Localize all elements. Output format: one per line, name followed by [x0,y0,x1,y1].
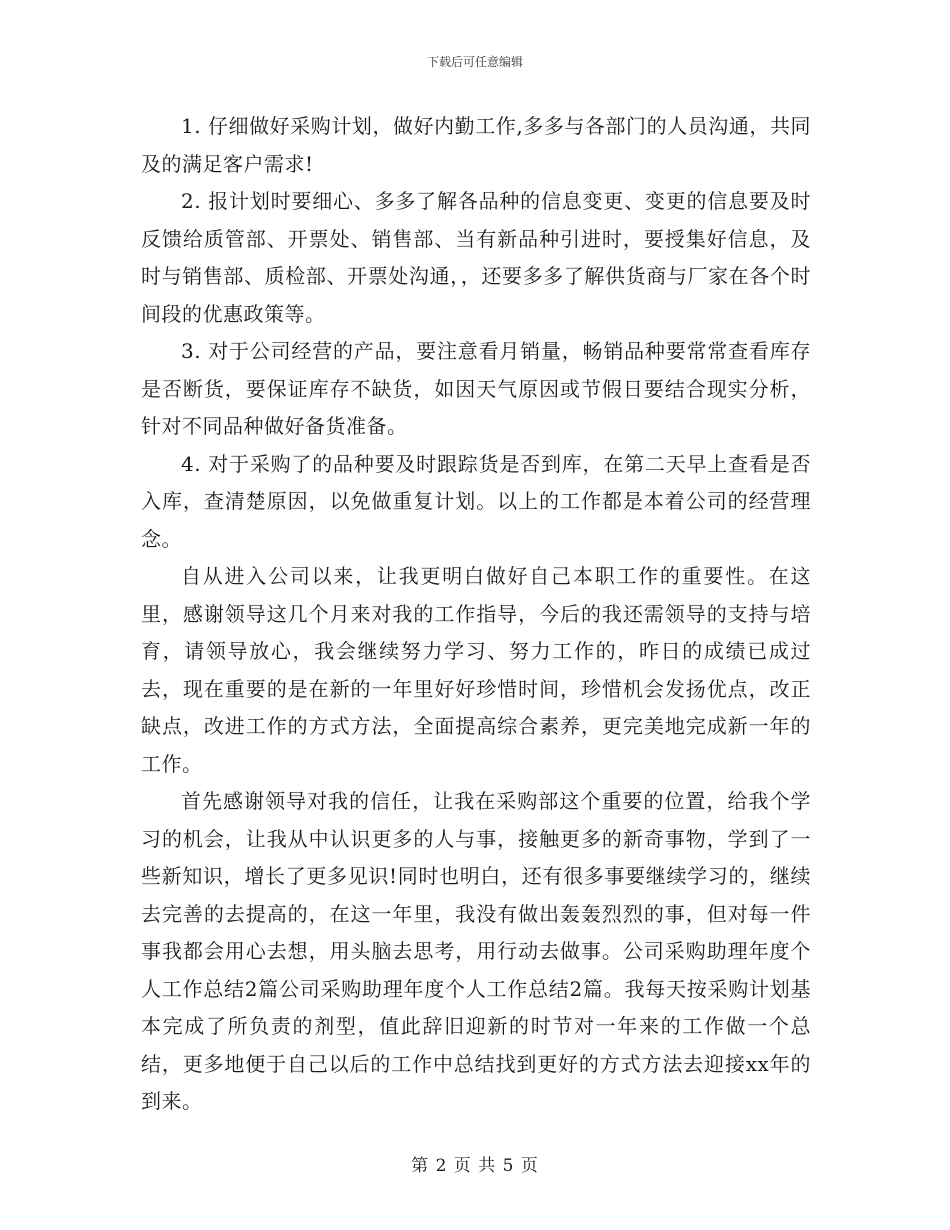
page-header: 下载后可任意编辑 [426,55,523,69]
paragraph-item-2: 2. 报计划时要细心、多多了解各品种的信息变更、变更的信息要及时反馈给质管部、开票处、销售部、当有新品种引进时，要授集好信息，及时与销售部、质检部、开票处沟通，，还要多多了解供货商与厂家在各个时间段的优惠政策等。 [141,189,811,326]
document-body [141,108,811,1121]
paragraph-item-3: 3. 对于公司经营的产品，要注意看月销量，畅销品种要常常查看库存是否断货，要保证库存不缺货，如因天气原因或节假日要结合现实分析，针对不同品种做好备货准备。 [141,339,811,438]
paragraph-gratitude: 自从进入公司以来，让我更明白做好自己本职工作的重要性。在这里，感谢领导这几个月来对我的工作指导，今后的我还需领导的支持与培育，请领导放心，我会继续努力学习、努力工作的，昨日的成绩已成过去，现在重要的是在新的一年里好好珍惜时间，珍惜机会发扬优点，改正缺点，改进工作的方式方法，全面提高综合素养，更完美地完成新一年的工作。 [141,564,811,776]
paragraph-summary: 首先感谢领导对我的信任，让我在采购部这个重要的位置，给我个学习的机会，让我从中认识更多的人与事，接触更多的新奇事物，学到了一些新知识，增长了更多见识!同时也明白，还有很多事要继续学习的，继续去完善的去提高的，在这一年里，我没有做出轰轰烈烈的事，但对每一件事我都会用心去想，用头脑去思考，用行动去做事。公司采购助理年度个人工作总结2篇公司采购助理年度个人工作总结2篇。我每天按采购计划基本完成了所负责的剂型，值此辞旧迎新的时节对一年来的工作做一个总结，更多地便于自己以后的工作中总结找到更好的方式方法去迎接xx年的到来。 [141,789,811,1113]
paragraph-item-1: 1. 仔细做好采购计划，做好内勤工作,多多与各部门的人员沟通，共同及的满足客户需求! [141,114,811,176]
page-number: 第 2 页 共 5 页 [411,1156,539,1176]
paragraph-item-4: 4. 对于采购了的品种要及时跟踪货是否到库，在第二天早上查看是否入库，查清楚原因，以免做重复计划。以上的工作都是本着公司的经营理念。 [141,451,811,551]
